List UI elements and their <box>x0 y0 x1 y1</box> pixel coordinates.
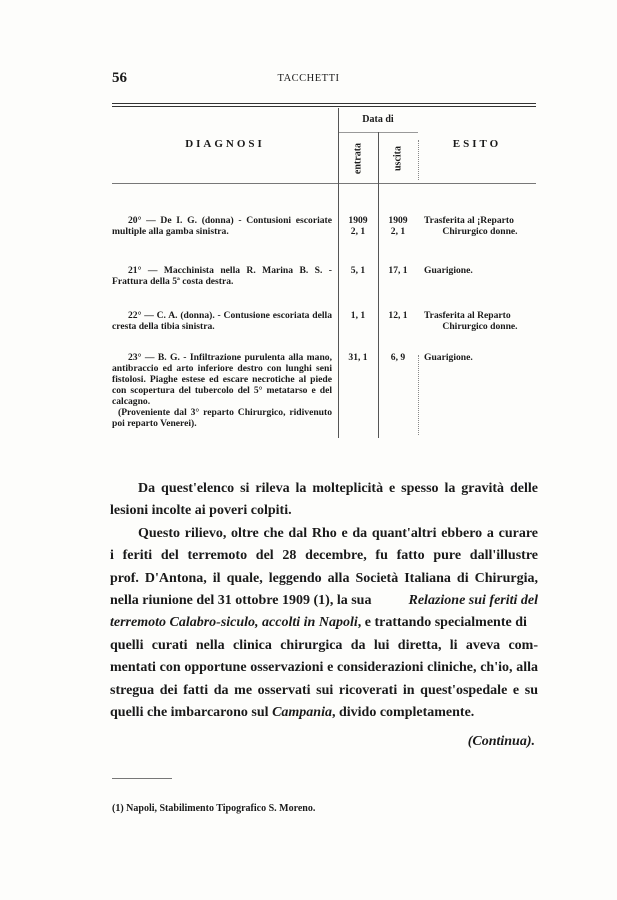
text-line: lesioni incolte ai poveri colpiti. <box>110 503 292 519</box>
table-cell-uscita: 6, 9 <box>390 352 406 363</box>
body-text <box>110 478 538 724</box>
text-line: Da quest'elenco si rileva la molteplicità e spesso la gravità delle <box>138 481 538 496</box>
table-cell-esito: Guarigione. <box>424 352 473 363</box>
table-cell-entrata: 5, 1 <box>350 265 366 276</box>
header-diagnosi: DIAGNOSI <box>185 138 265 150</box>
text-line: quelli curati nella clinica chirurgica da lui diretta, li aveva com- <box>110 637 538 653</box>
header-bottom-rule <box>112 183 536 184</box>
header-data-di: Data di <box>362 114 394 125</box>
table-cell-entrata: 31, 1 <box>348 352 368 363</box>
table-top-rule-2 <box>112 106 536 107</box>
table-cell-esito: Guarigione. <box>424 265 473 276</box>
table-cell-uscita: 1909 2, 1 <box>388 215 408 237</box>
footnote: (1) Napoli, Stabilimento Tipografico S. Moreno. <box>112 803 316 814</box>
text-line: i feriti del terremoto del 28 decembre, fu fatto pure dall'illustre <box>110 548 538 564</box>
header-esito: ESITO <box>452 138 502 150</box>
table-cell-uscita: 17, 1 <box>388 265 408 276</box>
running-title: TACCHETTI <box>277 73 340 84</box>
column-divider <box>378 132 379 438</box>
column-divider-dotted <box>418 355 419 435</box>
text-line: nella riunione del 31 ottobre 1909 (1), la sua Relazione sui feriti del <box>110 593 538 609</box>
footnote-rule <box>112 778 172 779</box>
table-row-diagnosi: 22° — C. A. (donna). - Contusione escoriata della cresta della tibia sinistra. <box>112 310 332 332</box>
table-cell-entrata: 1, 1 <box>350 310 366 321</box>
text-line: stregua dei fatti da me osservati sui ricoverati in quest'ospedale e su <box>110 682 538 698</box>
text-line: quelli che imbarcarono sul Campania, divido completamente. <box>110 705 475 721</box>
table-cell-esito: Trasferita al ¡Reparto Chirurgico donne. <box>424 215 518 237</box>
table-cell-esito: Trasferita al Reparto Chirurgico donne. <box>424 310 518 332</box>
continua-note: (Continua). <box>467 734 535 749</box>
header-uscita: uscita <box>392 146 404 171</box>
text-line: Questo rilievo, oltre che dal Rho e da quant'altri ebbero a curare <box>138 525 538 541</box>
table-cell-entrata: 1909 2, 1 <box>348 215 368 237</box>
table-row-diagnosi: 23° — B. G. - Infiltrazione purulenta alla mano, antibraccio ed arto inferiore destro con lunghi seni fistolosi. Piaghe estese ed escare necrotiche al piede con scopertura del tubercolo del 5° metatarso e del calcagno. (Proveniente dal 3° reparto Chirurgico, ridivenuto poi reparto Venerei). <box>112 352 332 429</box>
table-top-rule <box>112 103 536 104</box>
text-line: prof. D'Antona, il quale, leggendo alla Società Italiana di Chirurgia, <box>110 570 538 586</box>
header-entrata: entrata <box>352 142 364 175</box>
table-cell-uscita: 12, 1 <box>388 310 408 321</box>
page-number: 56 <box>112 70 127 86</box>
table-row-diagnosi: 21° — Macchinista nella R. Marina B. S. - Frattura della 5ª costa destra. <box>112 265 332 287</box>
table-row-diagnosi: 20° — De I. G. (donna) - Contusioni escoriate multiple alla gamba sinistra. <box>112 215 332 237</box>
text-line: terremoto Calabro-siculo, accolti in Napoli , e trattando specialmente di <box>110 615 527 631</box>
text-line: mentati con opportune osservazioni e considerazioni cliniche, ch'io, alla <box>110 660 538 676</box>
